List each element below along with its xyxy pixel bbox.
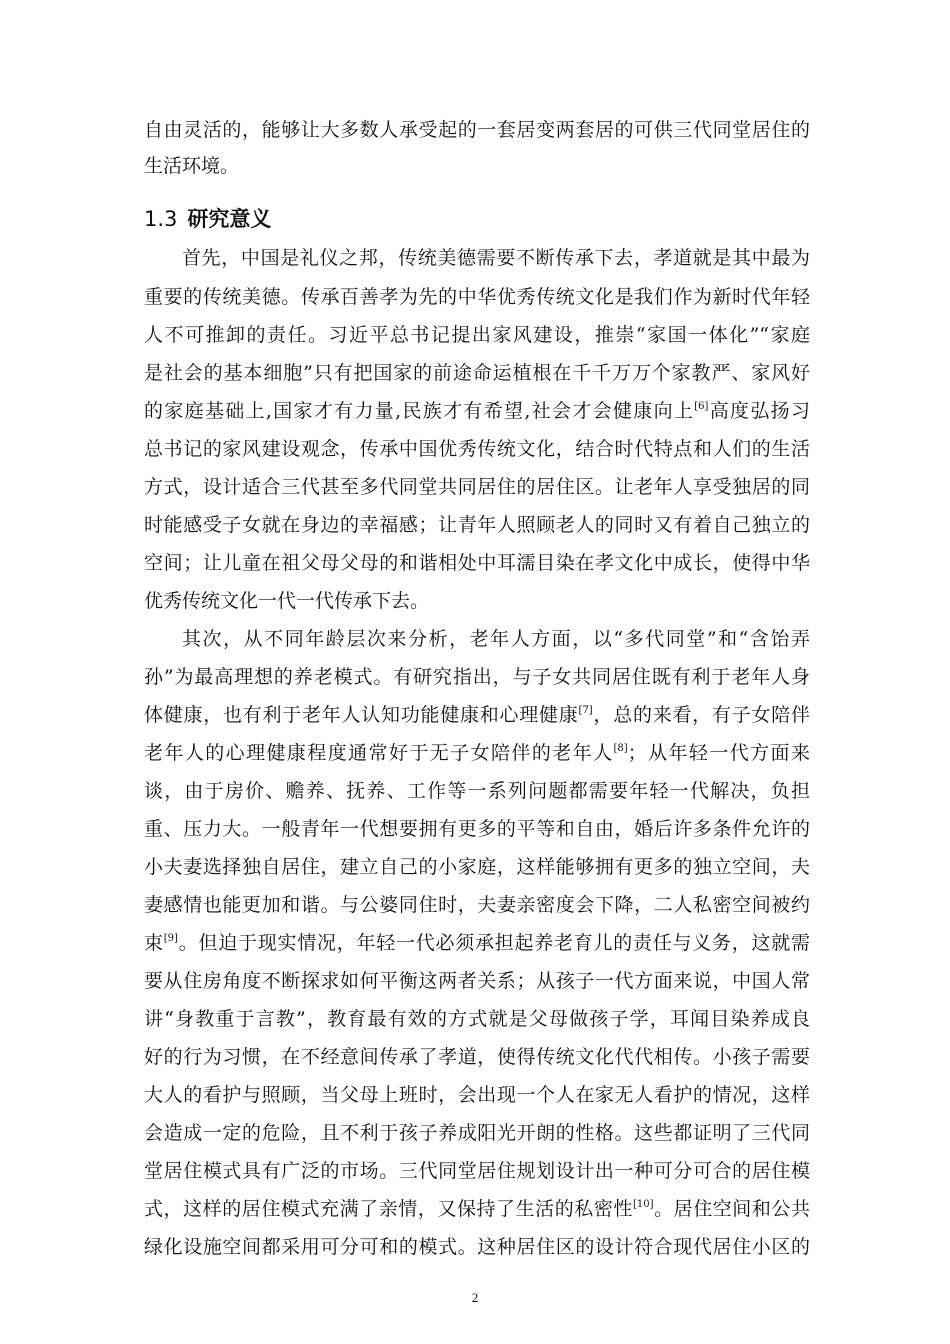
paragraph-line [144,703,810,727]
paragraph-line: 人不可推卸的责任。习近平总书记提出家风建设，推崇“家国一体化”“家庭 [144,324,810,346]
paragraph-line: 谈，由于房价、赡养、抚养、工作等一系列问题都需要年轻一代解决，负担 [144,780,810,802]
paragraph-line: 会造成一定的危险，且不利于孩子养成阳光开朗的性格。这些都证明了三代同 [144,1122,810,1144]
intro-line: 自由灵活的，能够让大多数人承受起的一套居变两套居的可供三代同堂居住的 [144,119,810,141]
paragraph-line: 重要的传统美德。传承百善孝为先的中华优秀传统文化是我们作为新时代年轻 [144,286,810,308]
paragraph-line: 讲“身教重于言教”，教育最有效的方式就是父母做孩子学，耳闻目染养成良 [144,1008,810,1030]
paragraph-line: 优秀传统文化一代一代传承下去。 [144,590,430,612]
paragraph-text: 高度弘扬习 [708,400,810,422]
paragraph-text: 束 [144,932,164,954]
paragraph-text: 老年人的心理健康程度通常好于无子女陪伴的老年人 [144,742,614,764]
paragraph-text: ；从年轻一代方面来 [627,742,810,764]
paragraph-line: 绿化设施空间都采用可分可和的模式。这种居住区的设计符合现代居住小区的 [144,1236,810,1258]
paragraph-line: 妻感情也能更加和谐。与公婆同住时，夫妻亲密度会下降，二人私密空间被约 [144,894,810,916]
paragraph-line: 是社会的基本细胞”只有把国家的前途命运植根在千千万万个家教严、家风好 [144,362,810,384]
section-title: 研究意义 [187,207,272,231]
intro-line: 生活环境。 [144,155,240,177]
paragraph-line: 重、压力大。一般青年一代想要拥有更多的平等和自由，婚后许多条件允许的 [144,818,810,840]
paragraph-line: 要从住房角度不断探求如何平衡这两者关系；从孩子一代方面来说，中国人常 [144,970,810,992]
paragraph-line: 大人的看护与照顾，当父母上班时，会出现一个人在家无人看护的情况，这样 [144,1084,810,1106]
citation-ref: [10] [632,1199,654,1210]
paragraph-line [144,931,810,955]
paragraph-line: 空间；让儿童在祖父母父母的和谐相处中耳濡目染在孝文化中成长，使得中华 [144,552,810,574]
paragraph-line: 好的行为习惯，在不经意间传承了孝道，使得传统文化代代相传。小孩子需要 [144,1046,810,1068]
citation-ref: [9] [163,933,178,944]
paragraph-line: 总书记的家风建设观念，传承中国优秀传统文化，结合时代特点和人们的生活 [144,438,810,460]
citation-ref: [7] [578,705,593,716]
paragraph-text: 式，这样的居住模式充满了亲情，又保持了生活的私密性 [144,1198,633,1220]
paragraph-line: 其次，从不同年龄层次来分析，老年人方面，以“多代同堂”和“含饴弄 [182,628,810,650]
paragraph-text: 。但迫于现实情况，年轻一代必须承担起养老育儿的责任与义务，这就需 [177,932,810,954]
paragraph-line: 时能感受子女就在身边的幸福感；让青年人照顾老人的同时又有着自己独立的 [144,514,810,536]
paragraph-line: 堂居住模式具有广泛的市场。三代同堂居住规划设计出一种可分可合的居住模 [144,1160,810,1182]
paragraph-line: 方式，设计适合三代甚至多代同堂共同居住的居住区。让老年人享受独居的同 [144,476,810,498]
citation-ref: [6] [694,401,709,412]
section-heading [144,206,271,232]
paragraph-line [144,1197,810,1221]
paragraph-text: 体健康，也有利于老年人认知功能健康和心理健康 [144,704,579,726]
section-number: 1.3 [144,207,178,231]
page-number: 2 [471,1290,479,1305]
paragraph-line: 孙”为最高理想的养老模式。有研究指出，与子女共同居住既有利于老年人身 [144,666,810,688]
paragraph-line: 首先，中国是礼仪之邦，传统美德需要不断传承下去，孝道就是其中最为 [182,247,810,269]
paragraph-text: 。居住空间和公共 [653,1198,810,1220]
paragraph-text: 的家庭基础上,国家才有力量,民族才有希望,社会才会健康向上 [144,400,695,422]
paragraph-line: 小夫妻选择独自居住，建立自己的小家庭，这样能够拥有更多的独立空间，夫 [144,856,810,878]
paragraph-text: ，总的来看，有子女陪伴 [592,704,810,726]
paragraph-line [144,399,810,423]
paragraph-line [144,741,810,765]
citation-ref: [8] [613,743,628,754]
